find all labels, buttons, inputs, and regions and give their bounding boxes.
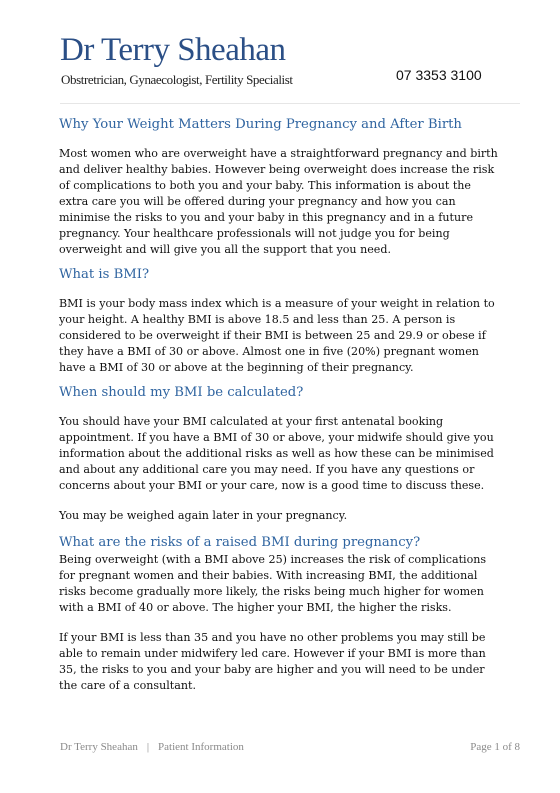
footer-left — [60, 741, 244, 753]
risks-paragraph: Being overweight (with a BMI above 25) increases the risk of complications for pregnant women and their babies. With increasing BMI, the additional risks become gradually more likely, the risks being much higher for women with a BMI of 40 or above. The higher your BMI, the higher the risks. — [59, 553, 487, 614]
logo-subtitle: Obstretrician, Gynaecologist, Fertility Specialist — [61, 72, 293, 87]
footer-label: Patient Information — [158, 741, 244, 753]
section-heading-what-is-bmi: What is BMI? — [59, 266, 150, 282]
footer-author: Dr Terry Sheahan — [60, 741, 138, 753]
header-divider — [60, 103, 520, 104]
footer-page-number: Page 1 of 8 — [470, 741, 520, 753]
phone-number: 07 3353 3100 — [396, 67, 482, 83]
page-header — [0, 0, 560, 110]
document-body — [59, 116, 499, 694]
weighed-again-paragraph: You may be weighed again later in your pregnancy. — [59, 508, 348, 522]
intro-paragraph: Most women who are overweight have a straightforward pregnancy and birth and deliver healthy babies. However being overweight does increase the risk of complications to both you and your baby. This information is about the extra care you will be offered during your pregnancy and how you can minimise the risks to you and your baby in this pregnancy and in a future pregnancy. Your healthcare professionals will not judge you for being overweight and will give you all the support that you need. — [59, 147, 498, 256]
logo-name: Dr Terry Sheahan — [60, 32, 286, 68]
midwifery-care-paragraph: If your BMI is less than 35 and you have no other problems you may still be able to remain under midwifery led care. However if your BMI is more than 35, the risks to you and your baby are higher and you will need to be under the care of a consultant. — [59, 630, 486, 692]
section-heading-risks: What are the risks of a raised BMI during pregnancy? — [59, 534, 421, 550]
footer-separator: | — [146, 741, 150, 753]
bmi-calculation-paragraph: You should have your BMI calculated at your first antenatal booking appointment. If you have a BMI of 30 or above, your midwife should give you information about the additional risks as well as how these can be minimised and about any additional care you may need. If you have any questions or concerns about your BMI or your care, now is a good time to discuss these. — [59, 415, 494, 492]
document-title: Why Your Weight Matters During Pregnancy and After Birth — [59, 117, 462, 132]
bmi-definition-paragraph: BMI is your body mass index which is a measure of your weight in relation to your height. A healthy BMI is above 18.5 and less than 25. A person is considered to be overweight if their BMI is between 25 and 29.9 or obese if they have a BMI of 30 or above. Almost one in five (20%) pregnant women have a BMI of 30 or above at the beginning of their pregnancy. — [59, 297, 495, 374]
section-heading-bmi-calculation: When should my BMI be calculated? — [59, 384, 304, 400]
